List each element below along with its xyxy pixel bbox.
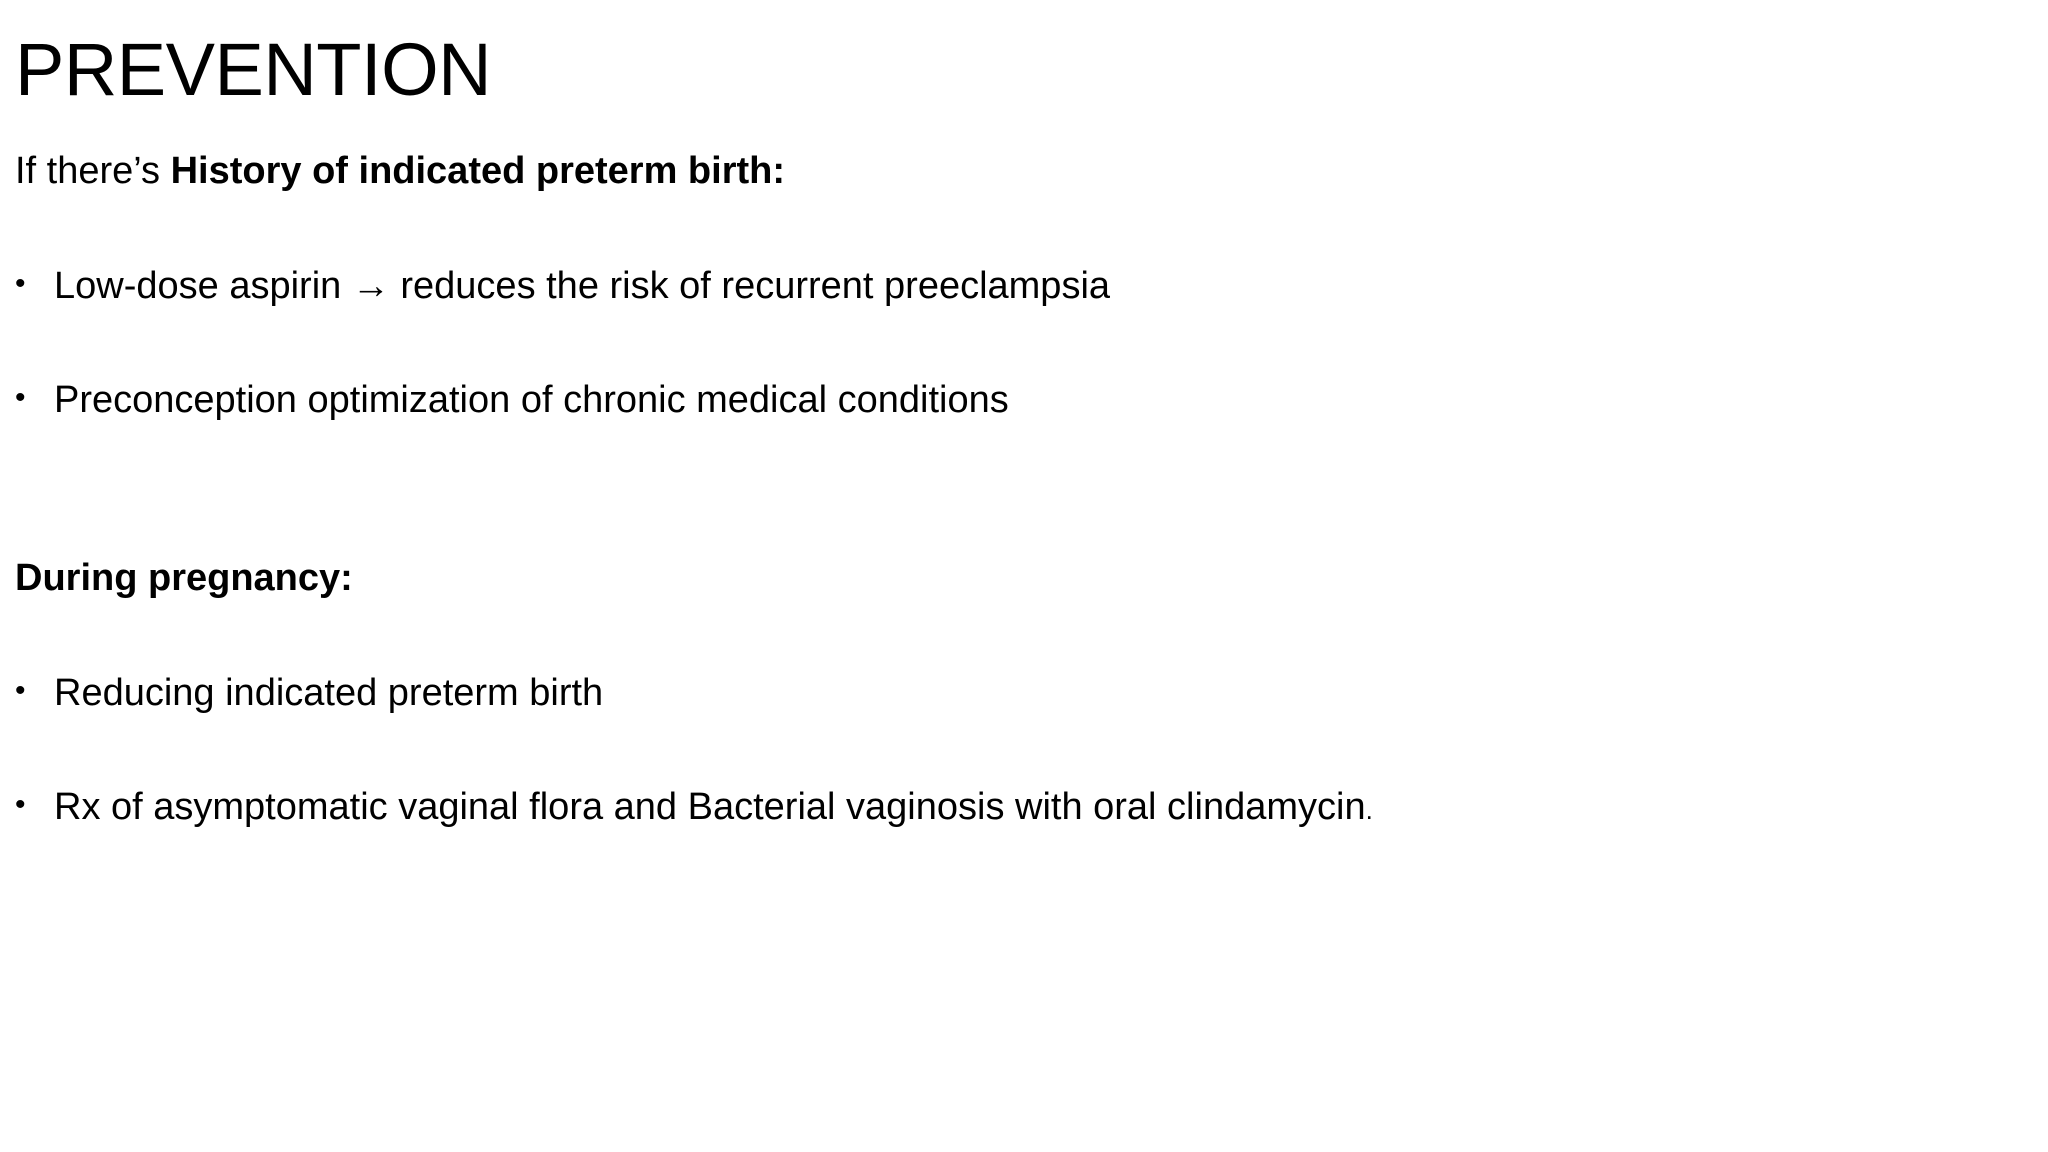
bullet-text: Preconception optimization of chronic medical conditions xyxy=(54,379,1009,421)
history-intro-line xyxy=(15,149,785,193)
bullet-text-main: Rx of asymptomatic vaginal flora and Bacterial vaginosis with oral clindamycin xyxy=(54,786,1366,828)
intro-bold-heading: History of indicated preterm birth: xyxy=(170,150,786,192)
bullet-text: Reducing indicated preterm birth xyxy=(54,672,604,714)
intro-prefix: If there’s xyxy=(15,150,171,192)
list-item xyxy=(15,378,1009,422)
list-item xyxy=(15,264,1110,308)
bullet-icon: • xyxy=(15,267,26,300)
bullet-text xyxy=(54,785,1373,832)
slide-title: PREVENTION xyxy=(15,28,492,111)
bullet-period: . xyxy=(1365,795,1373,825)
list-item xyxy=(15,671,603,715)
bullet-icon: • xyxy=(15,381,26,414)
during-pregnancy-heading: During pregnancy: xyxy=(15,557,353,599)
bullet-icon: • xyxy=(15,788,26,821)
bullet-icon: • xyxy=(15,674,26,707)
list-item xyxy=(15,785,1373,832)
bullet-text: Low-dose aspirin → reduces the risk of recurrent preeclampsia xyxy=(54,265,1111,307)
